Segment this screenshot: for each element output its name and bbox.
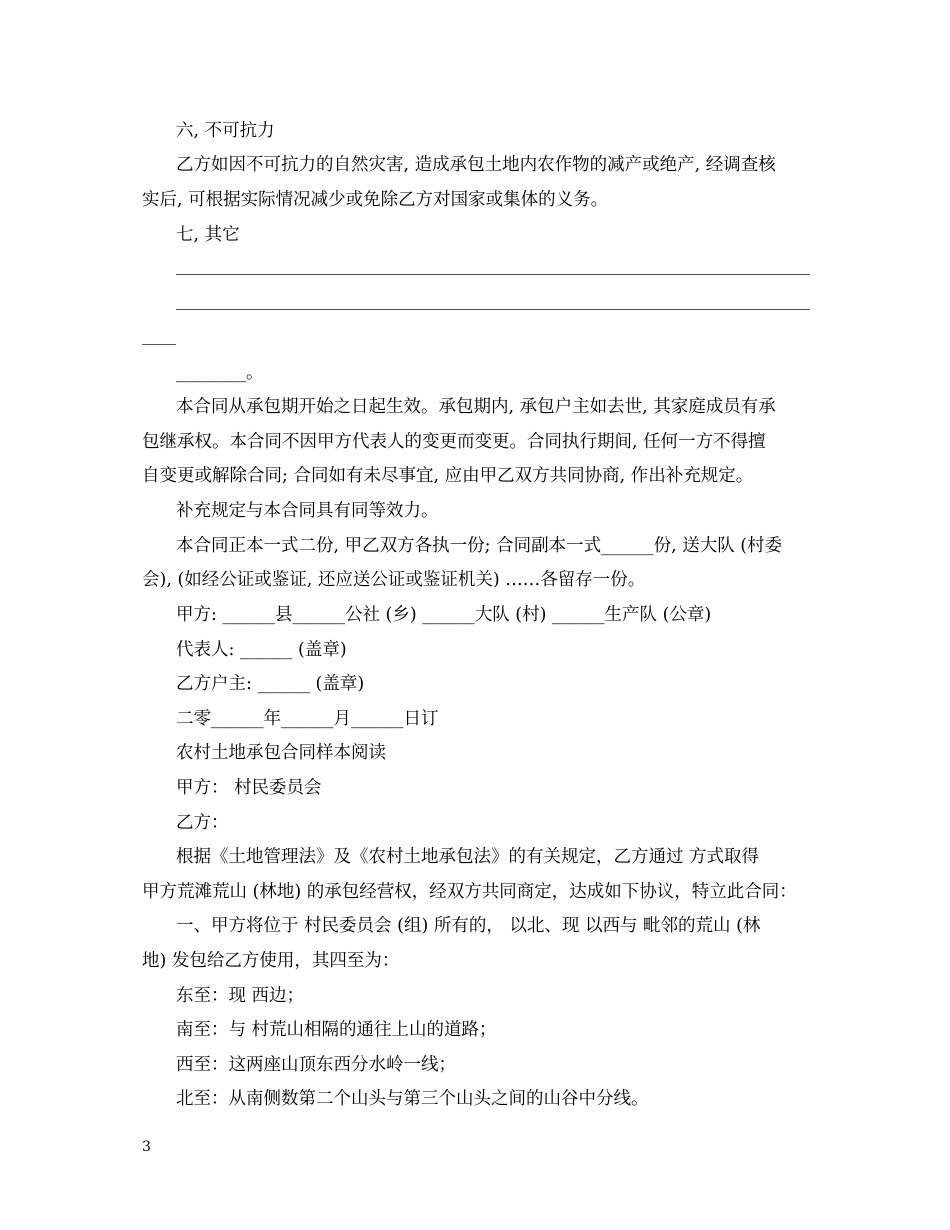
paragraph-line: 本合同从承包期开始之日起生效。承包期内, 承包户主如去世, 其家庭成员有承 [176,397,776,417]
paragraph-line: 根据《土地管理法》及《农村土地承包法》的有关规定，乙方通过 方式取得 [176,847,760,867]
party-a-line: 甲方： 村民委员会 [176,778,322,798]
paragraph-line: 会), (如经公证或鉴证, 还应送公证或鉴证机关) ……各留存一份。 [142,570,646,590]
paragraph-line: 自变更或解除合同; 合同如有未尽事宜, 应由甲乙双方共同协商, 作出补充规定。 [142,466,754,486]
representative-signature-line: 代表人: ______ (盖章) [176,640,347,660]
boundary-east: 东至：现 西边； [176,986,305,1006]
boundary-north: 北至：从南侧数第二个山头与第三个山头之间的山谷中分线。 [176,1089,649,1109]
blank-fill-line [142,344,176,345]
paragraph-line: 包继承权。本合同不因甲方代表人的变更而变更。合同执行期间, 任何一方不得擅 [142,432,766,452]
paragraph-line: 一、甲方将位于 村民委员会 (组) 所有的， 以北、现 以西与 毗邻的荒山 (林 [176,916,761,936]
page-number: 3 [142,1139,151,1155]
party-a-signature-line: 甲方: ______县______公社 (乡) ______大队 (村) ______生产队 (公章) [176,605,712,625]
paragraph-line: 地) 发包给乙方使用，其四至为： [142,951,400,971]
paragraph-line: 甲方荒滩荒山 (林地) 的承包经营权，经双方共同商定，达成如下协议，特立此合同： [142,882,797,902]
sample-title: 农村土地承包合同样本阅读 [176,743,386,763]
boundary-south: 南至：与 村荒山相隔的通往上山的道路； [176,1020,497,1040]
section-heading-other: 七, 其它 [176,225,240,245]
blank-fill-line [176,274,810,275]
paragraph-line: 本合同正本一式二份, 甲乙双方各执一份; 合同副本一式______份, 送大队 (村委 [176,536,783,556]
boundary-west: 西至：这两座山顶东西分水岭一线； [176,1055,456,1075]
date-line: 二零______年______月______日订 [176,709,439,729]
blank-fill-line [176,309,810,310]
party-b-signature-line: 乙方户主: ______ (盖章) [176,674,365,694]
paragraph-line: 乙方如因不可抗力的自然灾害, 造成承包土地内农作物的减产或绝产, 经调查核 [176,155,776,175]
party-b-line: 乙方： [176,813,229,833]
blank-fill-end: ________。 [176,363,264,383]
section-heading-force-majeure: 六, 不可抗力 [176,121,275,141]
paragraph-line: 实后, 可根据实际情况减少或免除乙方对国家或集体的义务。 [142,190,609,210]
paragraph-line: 补充规定与本合同具有同等效力。 [176,501,439,521]
